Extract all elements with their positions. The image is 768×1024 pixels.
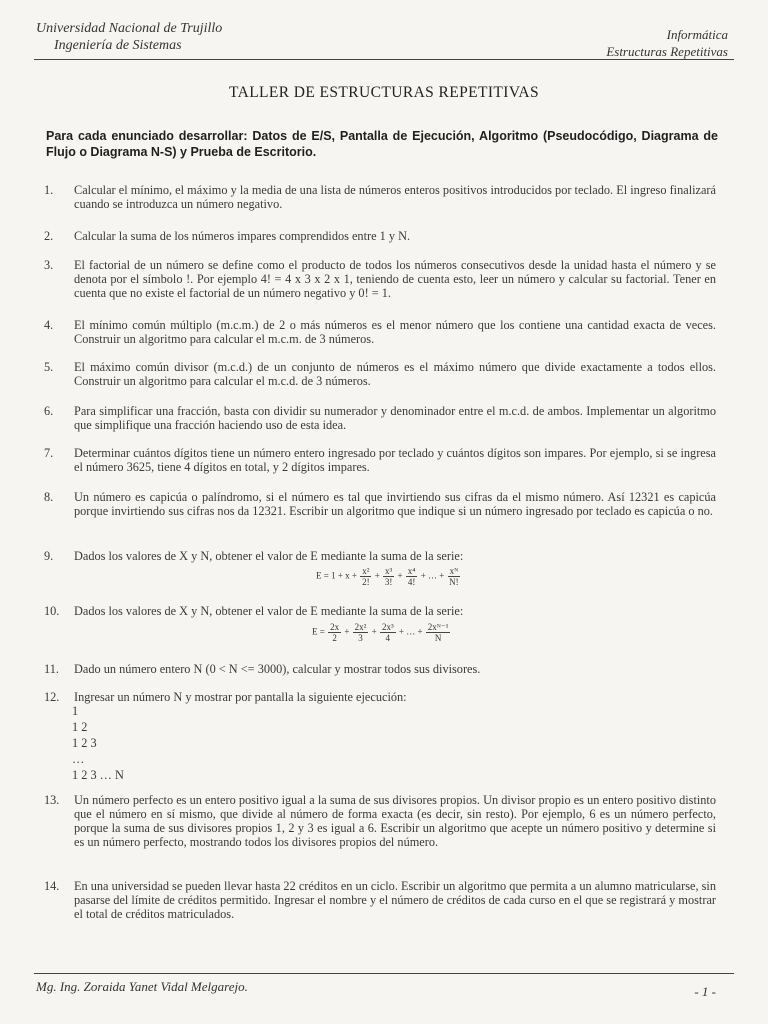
- exercise-4: [44, 318, 716, 346]
- exercise-number: 13.: [44, 793, 60, 807]
- exercise-text: Dados los valores de X y N, obtener el valor de E mediante la suma de la serie:: [74, 549, 464, 563]
- exercise-3: [44, 258, 716, 300]
- exercise-12: [44, 690, 716, 704]
- exercise-number: 10.: [44, 604, 60, 618]
- pattern-line: 1 2: [72, 720, 88, 734]
- school-name: Ingeniería de Sistemas: [54, 38, 182, 53]
- exercise-number: 12.: [44, 690, 60, 704]
- subject-name: Informática: [666, 27, 728, 42]
- exercise-2: [44, 229, 716, 243]
- exercise-text: En una universidad se pueden llevar hasta 22 créditos en un ciclo. Escribir un algoritmo que permita a un alumno matricularse, sin pasarse del límite de créditos permitido. Ingresar el nombre y el número de créditos de cada curso en el que se registrará y mostrar el total de créditos matriculados.: [74, 879, 716, 921]
- series-formula-9: E = 1 + x + $\frac{\text{x²}}{2!}$ + $\frac{\text{x³}}{3!}$ + $\frac{\text{x⁴}}{4!}$ + … + $\frac{\text{xᴺ}}{N!}$: [316, 566, 459, 587]
- exercise-text: Dado un número entero N (0 < N <= 3000), calcular y mostrar todos sus divisores.: [74, 662, 481, 676]
- exercise-7: [44, 446, 716, 474]
- exercise-text: Para simplificar una fracción, basta con dividir su numerador y denominador entre el m.c.d. de ambos. Implementar un algoritmo que simplifique una fracción haciendo uso de esta idea.: [74, 404, 716, 432]
- exercise-5: [44, 360, 716, 388]
- exercise-number: 2.: [44, 229, 54, 243]
- instructions: Para cada enunciado desarrollar: Datos de E/S, Pantalla de Ejecución, Algoritmo (Pseudocódigo, Diagrama de Flujo o Diagrama N-S) y Prueba de Escritorio.: [46, 129, 718, 159]
- exercise-number: 1.: [44, 183, 54, 197]
- header-left: [36, 20, 222, 54]
- exercise-text: Calcular el mínimo, el máximo y la media de una lista de números enteros positivos introducidos por teclado. El ingreso finalizará cuando se introduzca un número negativo.: [74, 183, 716, 211]
- exercise-text: Calcular la suma de los números impares comprendidos entre 1 y N.: [74, 229, 411, 243]
- exercise-1: [44, 183, 716, 211]
- exercise-14: [44, 879, 716, 921]
- author-name: Mg. Ing. Zoraida Yanet Vidal Melgarejo.: [36, 979, 248, 994]
- pattern-line: 1: [72, 704, 79, 718]
- pattern-line: 1 2 3 … N: [72, 768, 124, 782]
- exercise-number: 6.: [44, 404, 54, 418]
- exercise-number: 14.: [44, 879, 60, 893]
- exercise-text: Determinar cuántos dígitos tiene un número entero ingresado por teclado y cuántos dígitos son impares. Por ejemplo, si se ingresa el número 3625, tiene 4 dígitos en total, y 2 dígitos impares.: [74, 446, 716, 474]
- university-name: Universidad Nacional de Trujillo: [36, 21, 223, 36]
- exercise-number: 11.: [44, 662, 59, 676]
- page-title: TALLER DE ESTRUCTURAS REPETITIVAS: [228, 84, 540, 101]
- pattern-line: …: [72, 752, 85, 766]
- exercise-number: 8.: [44, 490, 54, 504]
- header-right: [606, 26, 728, 60]
- topic-name: Estructuras Repetitivas: [606, 44, 728, 59]
- exercise-number: 4.: [44, 318, 54, 332]
- exercise-text: Un número es capicúa o palíndromo, si el número es tal que invirtiendo sus cifras da el mismo número. Así 12321 es capicúa porque invirtiendo sus cifras nos da 12321. Escribir un algoritmo que indique si un número ingresado por teclado es capicúa o no.: [74, 490, 716, 518]
- exercise-number: 9.: [44, 549, 54, 563]
- exercise-number: 7.: [44, 446, 54, 460]
- exercise-number: 5.: [44, 360, 54, 374]
- pattern-line: 1 2 3: [72, 736, 97, 750]
- exercise-8: [44, 490, 716, 518]
- exercise-text: Ingresar un número N y mostrar por pantalla la siguiente ejecución:: [74, 690, 407, 704]
- execution-pattern: [72, 703, 124, 783]
- exercise-text: El máximo común divisor (m.c.d.) de un conjunto de números es el máximo número que divide exactamente a todos ellos. Construir un algoritmo para calcular el m.c.d. de 3 números.: [74, 360, 716, 388]
- series-formula-10: E = $\frac{2x}{2}$ + $\frac{\text{2x²}}{3}$ + $\frac{\text{2x³}}{4}$ + … + $\frac{\text{2xᴺ⁻¹}}{N}$: [312, 622, 449, 643]
- exercise-text: El mínimo común múltiplo (m.c.m.) de 2 o más números es el menor número que los contiene una cantidad exacta de veces. Construir un algoritmo para calcular el m.c.m. de 3 números.: [74, 318, 716, 346]
- exercise-text: El factorial de un número se define como el producto de todos los números consecutivos desde la unidad hasta el número y se denota por el símbolo !. Por ejemplo 4! = 4 x 3 x 2 x 1, teniendo de cuenta esto, leer un número y calcular su factorial. Tener en cuenta que no existe el factorial de un número negativo y 0! = 1.: [74, 258, 716, 300]
- exercise-text: Dados los valores de X y N, obtener el valor de E mediante la suma de la serie:: [74, 604, 464, 618]
- header-rule: [34, 59, 734, 60]
- exercise-9: [44, 549, 716, 563]
- page-number: - 1 -: [694, 984, 716, 999]
- footer-rule: [34, 973, 734, 974]
- exercise-11: [44, 662, 716, 676]
- exercise-10: [44, 604, 716, 618]
- exercise-6: [44, 404, 716, 432]
- exercise-number: 3.: [44, 258, 54, 272]
- exercise-13: [44, 793, 716, 849]
- exercise-text: Un número perfecto es un entero positivo igual a la suma de sus divisores propios. Un divisor propio es un entero positivo distinto que el número en sí mismo, que divide al número de forma exacta (es decir, sin resto). Por ejemplo, 6 es un número perfecto, porque la suma de sus divisores propios 1, 2 y 3 es igual a 6. Escribir un algoritmo que acepte un número positivo y determine si es un número perfecto, mostrando todos los divisores propios del número.: [74, 793, 716, 849]
